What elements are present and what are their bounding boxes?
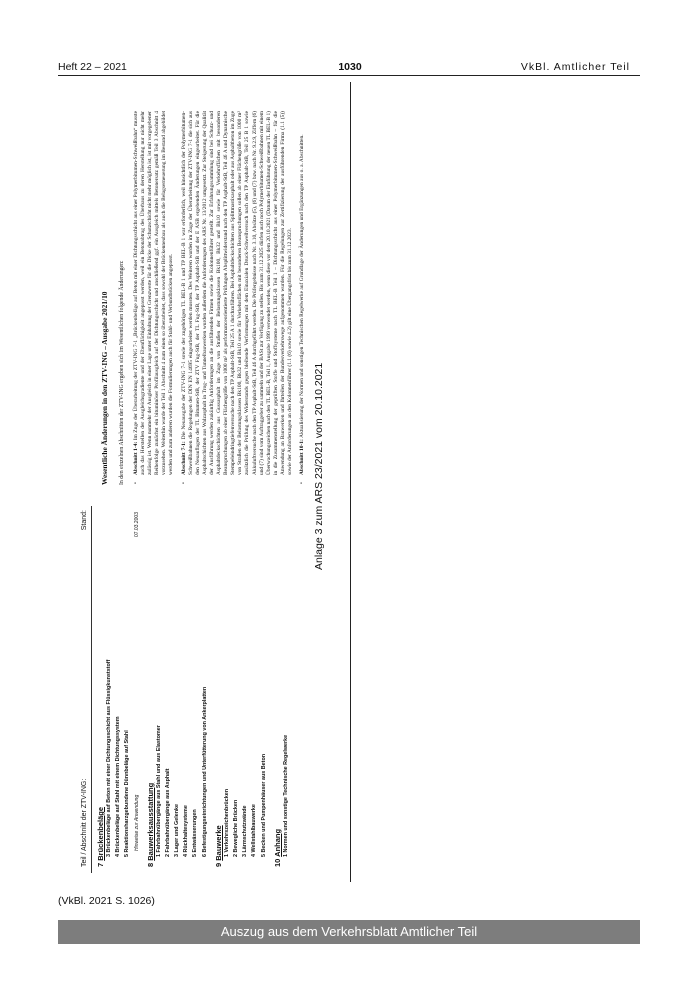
table-row: 2 Fahrbahnübergänge aus Asphalt bbox=[164, 768, 171, 857]
table-row: 2 Bewegliche Brücken bbox=[233, 799, 240, 857]
table-row: 3 Lärmschutzwände bbox=[242, 805, 249, 857]
changes-heading: Wesentliche Änderungen in den ZTV-ING – Ausgabe 2021/10 bbox=[100, 291, 109, 485]
change-label: Abschnitt 7-1: bbox=[180, 439, 187, 475]
table-body bbox=[96, 506, 291, 873]
change-body: Im Zuge der Überarbeitung der ZTV-ING 7-1 „Brückenbeläge auf Beton mit einer Dichtungsschicht aus einer Polymerbitumen-Schweißbahn“ musste auch das Herstellen der Ausgleichsgradiente und der Ebenflächigkeit angepasst werden, weil ein Betonabtrag des Überbaus zu deren Herstellung nur nicht mehr zulässig ist. Wenn nunmehr der Ausgleich in einer Lage unter Einhaltung der Grenzwerte für die Dicke der Schutzschicht nicht mehr möglich ist, ist mit vorgegebener Reihenfolge zunächst ein bituminöser Profilausgleich auf der Dichtungsschicht und anschließend ggf. ein Ausgleich mittels Betonersatz gemäß Teil 3 Abschnitt 4 vorzusehen. Weiterhin wurde der Teil 1 Abschnitt 4 zum einen so überarbeitet, dass sowohl der Brückenneubau als auch die Belagserneuerung im Bestand abgebildet werden und zum anderen wurden die Formulierungen auch für Stahl- und Verbundbrücken angepasst. bbox=[133, 111, 175, 475]
change-label: Abschnitt 1-4: bbox=[133, 440, 139, 475]
table-col-status: Stand: bbox=[81, 510, 88, 531]
header-rule bbox=[58, 75, 640, 76]
table-hint: Hinweise zur Anwendung bbox=[133, 794, 140, 851]
changes-bullets bbox=[133, 111, 306, 485]
section-number: 7 bbox=[96, 860, 105, 867]
table-row: 5 Entwässerungen bbox=[192, 809, 199, 857]
section-title: Brückenbeläge bbox=[96, 806, 105, 861]
table-col-section: Teil / Abschnitt der ZTV-ING: bbox=[81, 778, 88, 867]
section-number: 8 bbox=[145, 860, 155, 867]
table-row: 5 Reaktionsharzgebundene Dünnbeläge auf Stahl bbox=[124, 730, 131, 857]
change-item bbox=[133, 111, 176, 485]
changes-text bbox=[98, 111, 338, 485]
table-row: 4 Rückhaltesysteme bbox=[183, 805, 190, 857]
table-row: 3 Lager und Gelenke bbox=[174, 803, 181, 857]
source-reference: (VkBl. 2021 S. 1026) bbox=[58, 895, 155, 907]
table-row: 1 Verkehrszeichenbrücken bbox=[223, 788, 230, 857]
section-number: 10 bbox=[272, 856, 282, 867]
table-section bbox=[96, 506, 105, 873]
footer-banner: Auszug aus dem Verkehrsblatt Amtlicher Teil bbox=[58, 920, 640, 944]
section-title: Anhang bbox=[272, 828, 282, 857]
page-number: 1030 bbox=[338, 61, 362, 73]
table-row: 1 Normen und sonstige Technische Regelwerke bbox=[282, 734, 289, 857]
change-label: Abschnitt 10-1: bbox=[299, 437, 306, 475]
ztv-ing-table bbox=[80, 506, 320, 873]
table-row: 1 Fahrbahnübergänge aus Stahl und aus Elastomer bbox=[155, 725, 162, 857]
table-row: 4 Wellstahlbauwerke bbox=[251, 804, 258, 857]
table-date: 07.03.2003 bbox=[134, 512, 140, 538]
table-row: 5 Becken und Pumpenhäuser aus Beton bbox=[260, 753, 267, 857]
table-row: 6 Befestigungseinrichtungen und Unterfütterung von Ankerplatten bbox=[201, 686, 208, 857]
change-body: Aktualisierung der Normen und sonstigen Technischen Regelwerke auf Grundlage der Änderungen und Ergänzungen aus o. a. Abschnitten. bbox=[299, 134, 306, 438]
change-item bbox=[299, 111, 306, 485]
header-issue: Heft 22 – 2021 bbox=[58, 61, 127, 73]
changes-intro: In den einzelnen Abschnitten der ZTV-ING ergeben sich im Wesentlichen folgende Änderungen: bbox=[119, 260, 125, 485]
anlage-caption: Anlage 3 zum ARS 23/2021 vom 20.10.2021 bbox=[313, 362, 325, 570]
section-number: 9 bbox=[213, 860, 223, 867]
change-item bbox=[181, 111, 295, 485]
table-header bbox=[80, 506, 92, 873]
section-title: Bauwerksausstattung bbox=[145, 782, 155, 861]
table-row: 4 Brückenbeläge auf Stahl mit einem Dichtungssystem bbox=[115, 716, 122, 857]
table-row: 3 Brückenbeläge auf Beton mit einer Dichtungsschicht aus Flüssigkunststoff bbox=[106, 659, 112, 857]
section-title: Bauwerke bbox=[213, 825, 223, 861]
page-divider bbox=[350, 82, 351, 882]
table-section bbox=[146, 506, 155, 873]
table-section bbox=[214, 506, 223, 873]
table-section bbox=[273, 506, 282, 873]
change-body: Die Neuausgabe der ZTV-ING 7-1 sowie der zugehörigen TL BEL-B 1 und TP BEL-B 1 war erforderlich, weil hinsichtlich der Polymerbitumen-Schweißbahnen die Regelungen der DIN EN 14695 eingearbeitet werden mussten. Des Weiteren wurden im Zuge der Überarbeitung der ZTV-ING 7-1 die sich aus den Neuauflagen der TL Bitumen-StB, der ZTV Fug-StB, der TL Fug-StB, der TP Asphalt-StB und der E ASB ergebenden Änderungen eingearbeitet. Für die Asphaltschichten aus Walzasphalt in Trog- und Tunnelbauwerken wurden außerdem die Anforderungen des ARS Nr. 13/2012 umgesetzt. Zur Steigerung der Qualität der Ausführung werden zukünftig Anforderungen an die ausführenden Firmen sowie die Kolonnenführer gestellt. Zur Erfahrungssammlung sind bei Schutz- und Asphaltdeckschichten aus Gussasphalt im Zuge von Straßen der Belastungsklassen Bk100, Bk32 und Bk10 sowie für Verkehrsflächen mit besonderen Beanspruchungen ab einer Flächengröße von 1000 m² als performanceorientierte Prüfungen Absplittwiderstand nach den TP Asphalt-StB, Teil 46 A und Dynamische Stempeleindringtiefenversuche nach den TP Asphalt-StB, Teil 25 A 1 durchzuführen. Bei Asphaltdeckschichten aus Splittmastixasphalt oder aus Asphaltbeton im Zuge von Straßen der Belastungsklassen Bk100, Bk32 und Bk10 sowie für Verkehrsflächen mit besonderen Beanspruchungen sollen ab einer Flächengröße von 1000 m² zusätzlich die Prüfung des Widerstands gegen bleibende Verformungen mit dem Einaxialen Druck-Schwellversuch nach den TP Asphalt-StB, Teil 25 B 1 sowie Akkuluftversuche nach den TP Asphalt-StB, Teil 46 A durchgeführt werden. Die Prüfergebnisse nach Nr. 3.10, Absätze (5), (6) und (7) bzw. nach Nr. 9.2.9, Ziffern (6) und (7) sind vom Auftraggeber zu sammeln und der BASt zur Verfügung zu stellen. Bis zum 31.12.2025 dürfen auch noch Polymerbitumen-Schweißbahnen mit einem Überwachungszeichen nach den TL BEL-B, Teil 1, Ausgabe 1999 verwendet werden, wenn diese vor dem 20.10.2021 (Datum der Einführung der neuen TL BEL-B 1) in die Zusammenstellung der geprüften Stoffe und Stoffsysteme nach TL BEL-B Teil 1 – Dichtungsschicht aus einer Polymerbitumen-Schweißbahn – für die Anwendung an Bauwerken und Ihrteilen der Bundesverkehrswege aufgenommen wurden. Für die Regelungen zur Zertifizierung der ausführenden Firma (1.1 (5)) sowie der Anforderungen an den Kolonnenführer (1.1 (6) sowie 4.2) gilt eine Übergangsfrist bis zum 31.12.2023. bbox=[180, 111, 293, 475]
header-publication: VkBl. Amtlicher Teil bbox=[520, 61, 630, 73]
